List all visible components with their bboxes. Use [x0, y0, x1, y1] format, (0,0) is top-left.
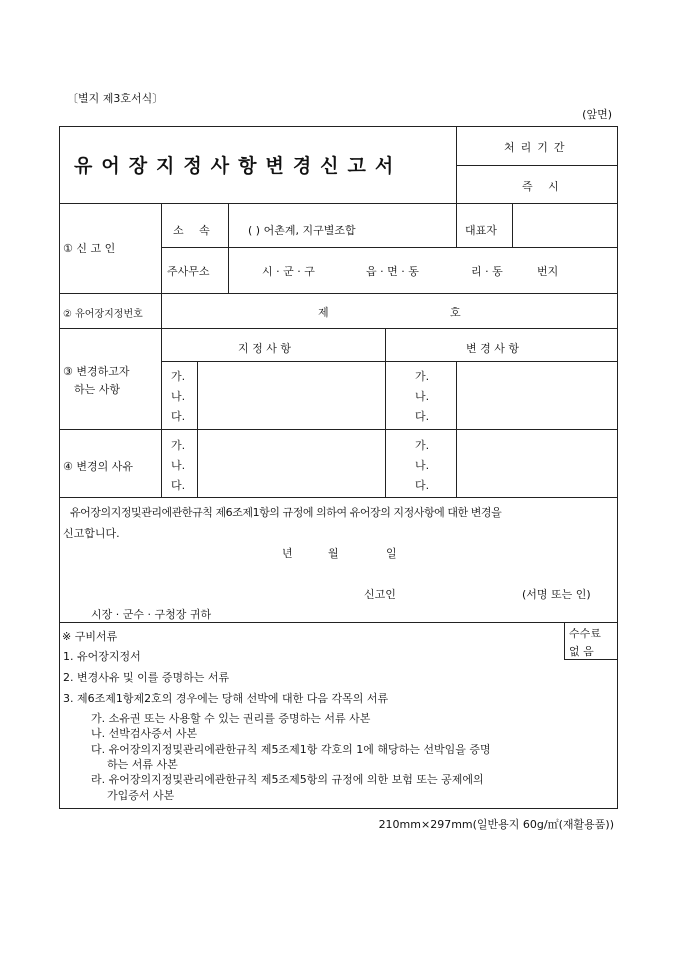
fee-value: 없 음	[569, 645, 594, 658]
date-year-label: 년	[282, 547, 293, 560]
reason-marker-c: 다.	[171, 479, 186, 492]
designation-number-field[interactable]	[162, 294, 617, 327]
designation-number-suffix: 호	[450, 306, 461, 319]
changed-items-header: 변 경 사 항	[466, 342, 519, 355]
affiliation-label: 소 속	[173, 224, 216, 237]
designation-number-label: ② 유어장지정번호	[63, 309, 143, 320]
designated-marker-c: 다.	[171, 410, 186, 423]
date-day-label: 일	[386, 547, 397, 560]
address-field[interactable]	[229, 248, 617, 292]
form-title: 유어장지정사항변경신고서	[74, 155, 403, 177]
required-document-3b: 나. 선박검사증서 사본	[91, 727, 198, 740]
address-village: 리 · 동	[471, 265, 503, 278]
required-document-3d: 라. 유어장의지정및관리에관한규칙 제5조제5항의 규정에 의한 보험 또는 공제에의	[91, 773, 484, 786]
affiliation-field[interactable]: ( ) 어촌계, 지구별조합	[248, 224, 356, 237]
representative-label: 대표자	[465, 224, 497, 237]
declaration-line1: 유어장의지정및관리에관한규칙 제6조제1항의 규정에 의하여 유어장의 지정사항에 대한 변경을	[70, 506, 502, 519]
designated-marker-b: 나.	[171, 390, 186, 403]
designated-items-header: 지 정 사 항	[238, 342, 291, 355]
changes-label-line2: 하는 사항	[74, 383, 121, 396]
designated-marker-a: 가.	[171, 370, 186, 383]
reason-before-field[interactable]	[198, 430, 384, 496]
address-city: 시 · 군 · 구	[262, 265, 315, 278]
changed-marker-b: 나.	[415, 390, 430, 403]
reason-marker-b: 나.	[171, 459, 186, 472]
required-documents-header: ※ 구비서류	[62, 630, 118, 643]
reason-label: ④ 변경의 사유	[63, 460, 133, 473]
changed-items-field[interactable]	[457, 362, 617, 428]
paper-size-note: 210mm×297mm(일반용지 60g/㎡(재활용품))	[378, 818, 614, 831]
address-town: 읍 · 면 · 동	[366, 265, 419, 278]
address-lot: 번지	[537, 265, 559, 278]
fee-label: 수수료	[569, 627, 601, 640]
required-document-1: 1. 유어장지정서	[63, 650, 141, 663]
required-document-3a: 가. 소유권 또는 사용할 수 있는 권리를 증명하는 서류 사본	[91, 712, 371, 725]
reporter-label: ① 신 고 인	[63, 242, 116, 255]
reason-changed-marker-b: 나.	[415, 459, 430, 472]
required-document-3d-cont: 가입증서 사본	[107, 789, 175, 802]
date-month-label: 월	[328, 547, 339, 560]
processing-period-label: 처리기간	[504, 141, 571, 154]
processing-period-value: 즉 시	[522, 180, 565, 193]
required-document-3c: 다. 유어장의지정및관리에관한규칙 제5조제1항 각호의 1에 해당하는 선박임을 증명	[91, 743, 491, 756]
reason-changed-marker-c: 다.	[415, 479, 430, 492]
addressee: 시장 · 군수 · 구청장 귀하	[91, 608, 212, 621]
required-document-3c-cont: 하는 서류 사본	[107, 758, 178, 771]
required-document-3: 3. 제6조제1항제2호의 경우에는 당해 선박에 대한 다음 각목의 서류	[63, 692, 389, 705]
representative-field[interactable]	[513, 204, 617, 246]
reporter-signature-label: 신고인	[364, 588, 396, 601]
changed-marker-c: 다.	[415, 410, 430, 423]
address-label: 주사무소	[167, 265, 210, 278]
reason-changed-marker-a: 가.	[415, 439, 430, 452]
front-side-label: (앞면)	[582, 108, 612, 121]
report-form	[59, 126, 618, 809]
designated-items-field[interactable]	[198, 362, 384, 428]
designation-number-prefix: 제	[318, 306, 329, 319]
changes-label-line1: ③ 변경하고자	[63, 365, 130, 378]
declaration-line2: 신고합니다.	[63, 527, 120, 540]
reason-after-field[interactable]	[457, 430, 617, 496]
form-number-label: 〔별지 제3호서식〕	[67, 92, 164, 105]
signature-instruction: (서명 또는 인)	[522, 588, 591, 601]
changed-marker-a: 가.	[415, 370, 430, 383]
reason-marker-a: 가.	[171, 439, 186, 452]
required-document-2: 2. 변경사유 및 이를 증명하는 서류	[63, 671, 230, 684]
